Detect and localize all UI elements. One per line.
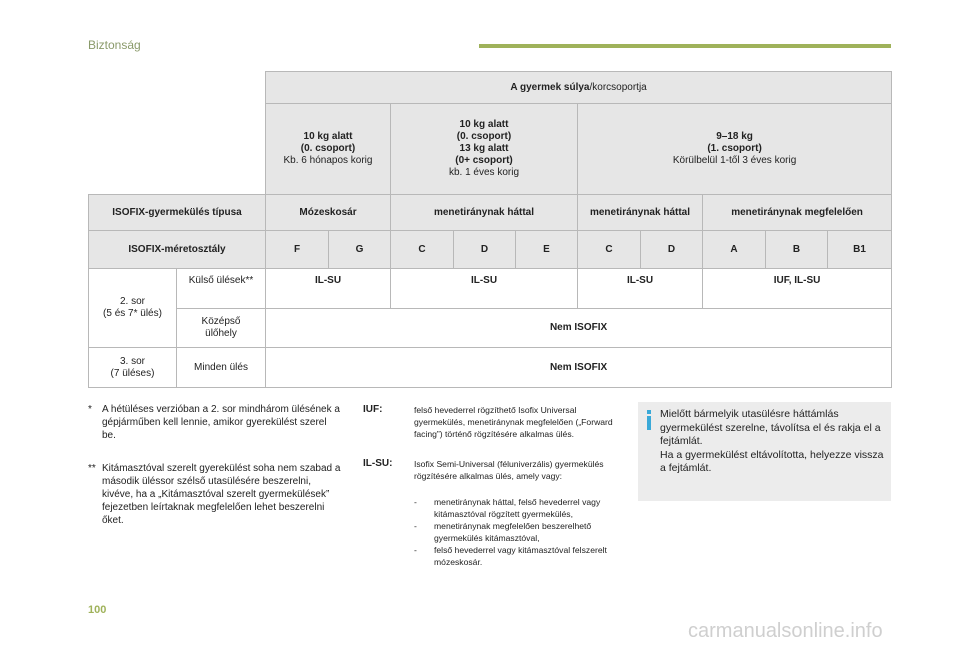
class-cell: F — [266, 231, 329, 269]
row2-label: 2. sor (5 és 7* ülés) — [89, 269, 177, 348]
ilsu-label: IL-SU: — [363, 458, 393, 469]
list-item: - felső hevederrel vagy kitámasztóval felszerelt mózeskosár. — [414, 545, 607, 567]
type-cell: Mózeskosár — [266, 195, 391, 231]
iuf-definition: felső hevederrel rögzíthető Isofix Universal gyermekülés, menetiránynak megfelelően („Forward facing”) történő rögzítésére alkalmas ülés. — [414, 405, 613, 439]
empty-corner — [89, 72, 266, 104]
outer-value: IL-SU — [391, 269, 578, 309]
outer-seats-label: Külső ülések** — [177, 269, 266, 309]
header-accent-bar — [479, 44, 891, 48]
list-item: - menetiránynak megfelelően beszerelhető gyermekülés kitámasztóval, — [414, 521, 592, 543]
watermark: carmanualsonline.info — [688, 620, 883, 642]
list-item: - menetiránynak háttal, felső hevederrel vagy kitámasztóval rögzített gyermekülés, — [414, 497, 601, 519]
info-icon — [647, 410, 651, 430]
outer-value: IL-SU — [266, 269, 391, 309]
page-number: 100 — [88, 604, 107, 616]
class-cell: E — [516, 231, 578, 269]
info-text: Mielőtt bármelyik utasülésre háttámlás gyermekülést szerelne, távolítsa el és rakja el a fejtámlát. Ha a gyermekülést eltávolította, helyezze vissza a fejtámlát. — [660, 408, 884, 474]
middle-not-isofix: Nem ISOFIX — [266, 309, 892, 348]
group-1: 9–18 kg (1. csoport) Körülbelül 1-től 3 éves korig — [578, 104, 892, 195]
group-0plus: 10 kg alatt (0. csoport) 13 kg alatt (0+ csoport) kb. 1 éves korig — [391, 104, 578, 195]
all-seats-label: Minden ülés — [177, 348, 266, 388]
outer-value: IUF, IL-SU — [703, 269, 892, 309]
class-cell: A — [703, 231, 766, 269]
weight-title: A gyermek súlya/korcsoportja — [266, 72, 892, 104]
footnote-2: ** Kitámasztóval szerelt gyerekülést soha nem szabad a második üléssor szélső utasülésére beszerelni, kivéve, ha a „Kitámasztóval szerelt gyermekülések” fejezetben leírtaknak megfelelően lehet beszerelni őket. — [88, 463, 341, 526]
class-cell: D — [454, 231, 516, 269]
middle-seat-label: Középső ülőhely — [177, 309, 266, 348]
ilsu-definition: Isofix Semi-Universal (féluniverzális) gyermekülés rögzítésére alkalmas ülés, amely vagy: — [414, 459, 604, 481]
isofix-table — [88, 71, 892, 388]
row3-not-isofix: Nem ISOFIX — [266, 348, 892, 388]
outer-value: IL-SU — [578, 269, 703, 309]
type-cell: menetiránynak háttal — [578, 195, 703, 231]
footnote-1: * A hétüléses verzióban a 2. sor mindhárom ülésének a gépjárműben kell lennie, amikor gyerekülést szerel be. — [88, 404, 340, 441]
info-box — [638, 402, 891, 501]
class-cell: G — [329, 231, 391, 269]
type-cell: menetiránynak megfelelően — [703, 195, 892, 231]
ilsu-list — [414, 496, 626, 568]
class-cell: B — [766, 231, 828, 269]
type-cell: menetiránynak háttal — [391, 195, 578, 231]
section-title: Biztonság — [88, 38, 141, 52]
class-label: ISOFIX-méretosztály — [89, 231, 266, 269]
class-cell: C — [578, 231, 641, 269]
class-cell: C — [391, 231, 454, 269]
class-cell: D — [641, 231, 703, 269]
group-0: 10 kg alatt (0. csoport) Kb. 6 hónapos korig — [266, 104, 391, 195]
type-label: ISOFIX-gyermekülés típusa — [89, 195, 266, 231]
row3-label: 3. sor (7 üléses) — [89, 348, 177, 388]
iuf-label: IUF: — [363, 404, 383, 415]
class-cell: B1 — [828, 231, 892, 269]
